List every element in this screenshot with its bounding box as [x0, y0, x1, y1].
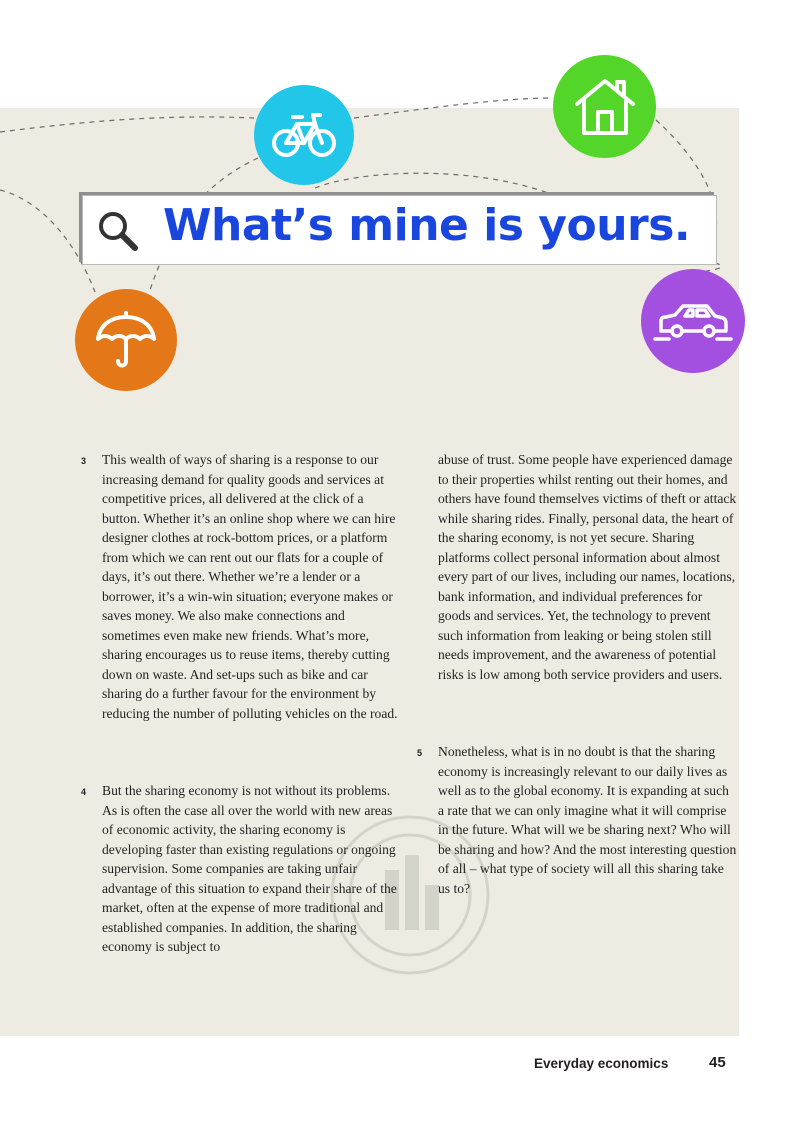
umbrella-icon: [94, 309, 158, 371]
house-icon: [572, 76, 638, 138]
umbrella-circle: [75, 289, 177, 391]
paragraph-4-continued: [438, 450, 738, 684]
search-bar: [82, 195, 717, 265]
paragraph-5: [417, 742, 738, 898]
paragraph-text: This wealth of ways of sharing is a response to our increasing demand for quality goods and services at competitive prices, all delivered at the click of a button. Whether it’s an online shop where we can hire designer clothes at rock-bottom prices, or a platform from which we can rent out our flats for a couple of days, it’s out there. Whether we’re a lender or a borrower, it’s a win-win situation; everyone makes or saves money. We also make connections and sometimes even make new friends. What’s more, sharing encourages us to reuse items, thereby cutting down on waste. And set-ups such as bike and car sharing do a further favour for the environment by reducing the number of polluting vehicles on the road.: [102, 452, 398, 721]
bicycle-circle: [254, 85, 354, 185]
paragraph-number: 5: [417, 748, 423, 758]
footer-section-title: Everyday economics: [534, 1056, 669, 1071]
paragraph-number: 3: [81, 456, 87, 466]
paragraph-number: 4: [81, 787, 87, 797]
paragraph-3: [81, 450, 400, 723]
paragraph-text: Nonetheless, what is in no doubt is that the sharing economy is increasingly relevant to our daily lives as well as to the global economy. It is expanding at such a rate that we can only imagine what it will comprise in the future. What will we be sharing next? Who will be sharing and how? And the most interesting question of all – what type of society will all this sharing take us to?: [438, 744, 737, 896]
paragraph-4: [81, 781, 400, 957]
car-circle: [641, 269, 745, 373]
page-number: 45: [709, 1054, 726, 1071]
paragraph-text: But the sharing economy is not without its problems. As is often the case all over the world with new areas of economic activity, the sharing economy is developing faster than existing regulations or ongoing supervision. Some companies are taking unfair advantage of this situation to expand their share of the market, often at the expense of more traditional and established companies. In addition, the sharing economy is subject to: [102, 783, 397, 954]
paragraph-text: abuse of trust. Some people have experienced damage to their properties whilst renting out their homes, and others have found themselves victims of theft or attack while sharing rides. Finally, personal data, the heart of the sharing economy, is not yet secure. Sharing platforms collect personal information about almost every part of our lives, including our names, locations, bank information, and individual preferences for goods and services. Yet, the technology to prevent such information from leaking or being stolen still needs improvement, and the awareness of potential risks is low among both service providers and users.: [438, 452, 737, 682]
house-circle: [553, 55, 656, 158]
search-icon: [96, 209, 140, 253]
bicycle-icon: [271, 110, 337, 160]
car-icon: [653, 299, 733, 343]
page-title: What’s mine is yours.: [163, 200, 691, 251]
